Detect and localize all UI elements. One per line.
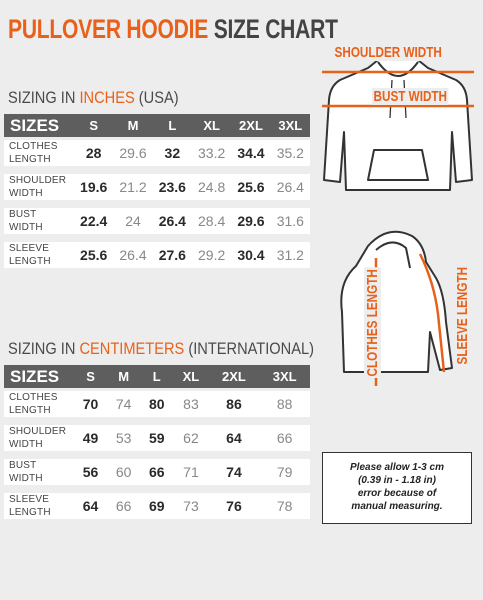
- size-value-cell: 64: [74, 493, 107, 527]
- size-value-cell: 21.2: [113, 174, 152, 208]
- row-label-line: BUST: [9, 460, 37, 471]
- clothes-length-label: CLOTHES LENGTH: [364, 269, 381, 377]
- header-cell: 3XL: [259, 365, 310, 391]
- row-label: [4, 391, 74, 425]
- table-row: [4, 242, 310, 276]
- row-label-line: SHOULDER: [9, 426, 67, 437]
- cm-heading-prefix: SIZING IN: [8, 339, 80, 358]
- table-row: [4, 174, 310, 208]
- size-value-cell: 62: [173, 425, 208, 459]
- inches-heading-prefix: SIZING IN: [8, 88, 80, 107]
- header-cell: M: [107, 365, 140, 391]
- size-value-cell: 88: [259, 391, 310, 425]
- size-value-cell: 30.4: [231, 242, 270, 276]
- note-line: Please allow 1-3 cm: [350, 462, 444, 473]
- header-cell: L: [153, 114, 192, 140]
- row-label-line: WIDTH: [9, 439, 43, 450]
- size-value-cell: 76: [209, 493, 260, 527]
- row-label: [4, 425, 74, 459]
- table-row: [4, 459, 310, 493]
- row-label-line: SLEEVE: [9, 243, 50, 254]
- row-label: [4, 493, 74, 527]
- size-value-cell: 24.8: [192, 174, 231, 208]
- sleeve-length-label: SLEEVE LENGTH: [454, 266, 471, 365]
- inches-heading-suffix: (USA): [134, 88, 179, 107]
- row-label-line: LENGTH: [9, 507, 51, 518]
- row-label: [4, 140, 74, 174]
- size-value-cell: 27.6: [153, 242, 192, 276]
- size-value-cell: 70: [74, 391, 107, 425]
- size-value-cell: 53: [107, 425, 140, 459]
- header-cell: SIZES: [4, 365, 74, 391]
- size-value-cell: 33.2: [192, 140, 231, 174]
- row-label-line: WIDTH: [9, 188, 43, 199]
- shoulder-width-label: SHOULDER WIDTH: [334, 44, 442, 61]
- header-cell: 2XL: [209, 365, 260, 391]
- inches-heading-accent: INCHES: [79, 88, 135, 107]
- size-value-cell: 66: [140, 459, 173, 493]
- note-line: (0.39 in - 1.18 in): [358, 475, 436, 486]
- row-label: [4, 459, 74, 493]
- size-value-cell: 25.6: [231, 174, 270, 208]
- note-line: manual measuring.: [351, 501, 443, 512]
- page-title: [8, 14, 338, 45]
- table-row: [4, 425, 310, 459]
- size-value-cell: 26.4: [153, 208, 192, 242]
- row-label: [4, 208, 74, 242]
- header-cell: SIZES: [4, 114, 74, 140]
- size-value-cell: 74: [209, 459, 260, 493]
- size-value-cell: 69: [140, 493, 173, 527]
- size-value-cell: 31.2: [271, 242, 310, 276]
- row-label-line: SLEEVE: [9, 494, 50, 505]
- size-value-cell: 60: [107, 459, 140, 493]
- row-label-line: LENGTH: [9, 405, 51, 416]
- inches-size-table: [4, 114, 310, 276]
- table-row: [4, 493, 310, 527]
- row-label-line: LENGTH: [9, 256, 51, 267]
- size-value-cell: 24: [113, 208, 152, 242]
- size-value-cell: 22.4: [74, 208, 113, 242]
- size-value-cell: 29.6: [231, 208, 270, 242]
- size-value-cell: 26.4: [271, 174, 310, 208]
- table-row: [4, 391, 310, 425]
- row-label-line: BUST: [9, 209, 37, 220]
- row-label-line: CLOTHES: [9, 392, 58, 403]
- row-label-line: WIDTH: [9, 222, 43, 233]
- header-cell: S: [74, 114, 113, 140]
- hoodie-front-icon: [316, 40, 481, 205]
- cm-heading-suffix: (INTERNATIONAL): [184, 339, 314, 358]
- size-value-cell: 29.2: [192, 242, 231, 276]
- size-value-cell: 66: [107, 493, 140, 527]
- size-value-cell: 71: [173, 459, 208, 493]
- cm-heading-accent: CENTIMETERS: [79, 339, 185, 358]
- size-value-cell: 25.6: [74, 242, 113, 276]
- size-value-cell: 79: [259, 459, 310, 493]
- row-label-line: CLOTHES: [9, 141, 58, 152]
- size-value-cell: 59: [140, 425, 173, 459]
- size-value-cell: 28: [74, 140, 113, 174]
- size-value-cell: 56: [74, 459, 107, 493]
- size-value-cell: 19.6: [74, 174, 113, 208]
- row-label-line: WIDTH: [9, 473, 43, 484]
- header-cell: 2XL: [231, 114, 270, 140]
- table-row: [4, 140, 310, 174]
- header-cell: S: [74, 365, 107, 391]
- header-cell: XL: [192, 114, 231, 140]
- header-cell: M: [113, 114, 152, 140]
- cm-heading: [8, 339, 314, 359]
- header-cell: L: [140, 365, 173, 391]
- size-value-cell: 78: [259, 493, 310, 527]
- size-value-cell: 64: [209, 425, 260, 459]
- inches-heading: [8, 88, 179, 108]
- size-value-cell: 32: [153, 140, 192, 174]
- row-label: [4, 242, 74, 276]
- table-row: [4, 208, 310, 242]
- size-value-cell: 23.6: [153, 174, 192, 208]
- size-value-cell: 80: [140, 391, 173, 425]
- size-value-cell: 66: [259, 425, 310, 459]
- table-header-row: [4, 365, 310, 391]
- size-value-cell: 26.4: [113, 242, 152, 276]
- size-value-cell: 28.4: [192, 208, 231, 242]
- note-line: error because of: [357, 488, 437, 499]
- cm-size-table: [4, 365, 310, 527]
- size-value-cell: 29.6: [113, 140, 152, 174]
- size-value-cell: 73: [173, 493, 208, 527]
- title-rest: SIZE CHART: [208, 14, 338, 44]
- header-cell: XL: [173, 365, 208, 391]
- size-value-cell: 49: [74, 425, 107, 459]
- size-value-cell: 34.4: [231, 140, 270, 174]
- size-value-cell: 74: [107, 391, 140, 425]
- size-value-cell: 86: [209, 391, 260, 425]
- size-value-cell: 83: [173, 391, 208, 425]
- row-label-line: SHOULDER: [9, 175, 67, 186]
- size-value-cell: 35.2: [271, 140, 310, 174]
- table-header-row: [4, 114, 310, 140]
- row-label: [4, 174, 74, 208]
- size-value-cell: 31.6: [271, 208, 310, 242]
- measurement-note: [322, 452, 472, 524]
- row-label-line: LENGTH: [9, 154, 51, 165]
- bust-width-label: BUST WIDTH: [373, 88, 448, 105]
- title-accent: PULLOVER HOODIE: [8, 14, 209, 44]
- header-cell: 3XL: [271, 114, 310, 140]
